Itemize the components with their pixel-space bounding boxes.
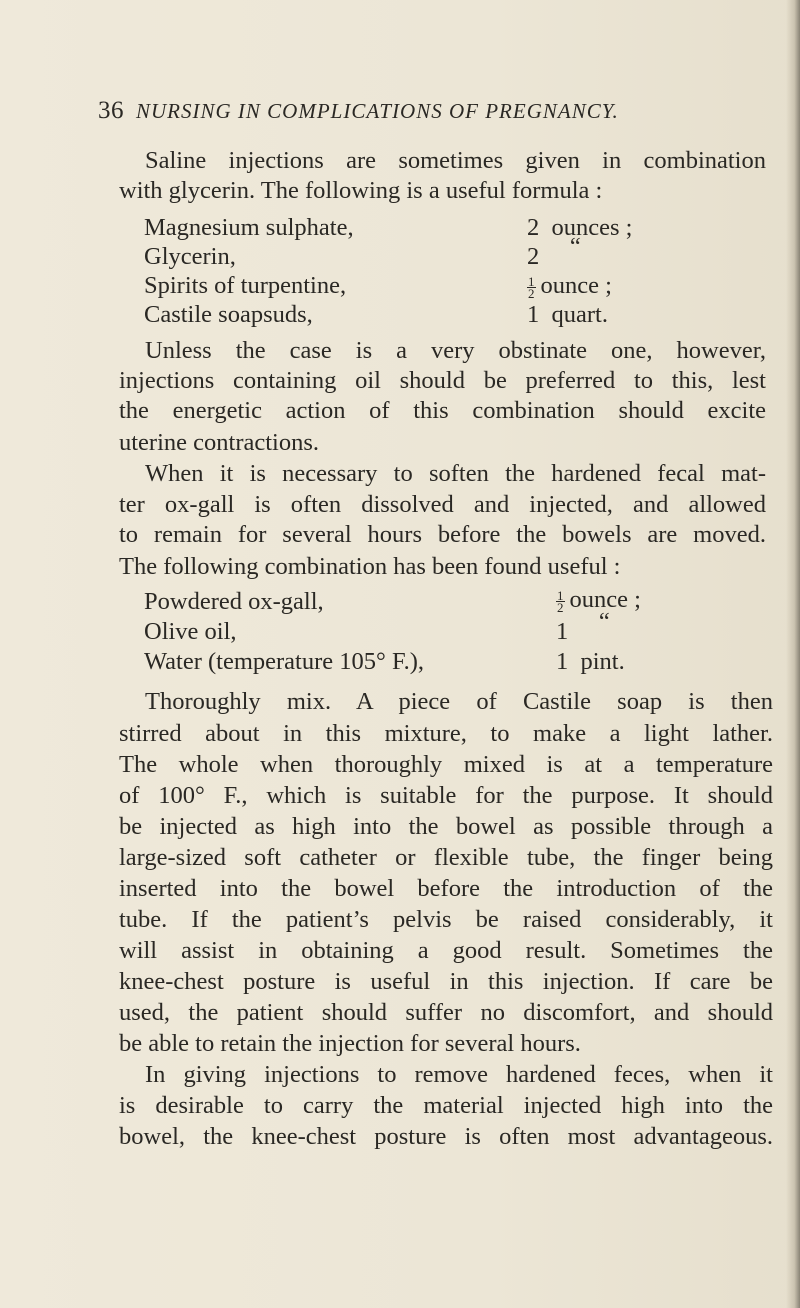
page-edge-shadow <box>786 0 800 1308</box>
running-header <box>98 97 619 125</box>
text-line: be able to retain the injection for several hours. <box>119 1030 581 1057</box>
text-line: be injected as high into the bowel as possible through a <box>119 813 773 840</box>
recipe-ingredient: Castile soapsuds, <box>144 301 313 328</box>
text-line: Saline injections are sometimes given in combination <box>145 147 766 174</box>
text-line: When it is necessary to soften the hardened fecal mat- <box>145 460 766 487</box>
recipe-quantity: 1 pint. <box>556 648 625 675</box>
recipe-quantity: 1 “ <box>556 608 610 645</box>
text-line: the energetic action of this combination should excite <box>119 397 766 424</box>
recipe-quantity: $\frac{1}{2}$ ounce ; <box>557 586 641 615</box>
recipe-quantity: $\frac{1}{2}$ ounce ; <box>528 272 612 301</box>
text-line: stirred about in this mixture, to make a light lather. <box>119 720 773 747</box>
text-line: of 100° F., which is suitable for the purpose. It should <box>119 782 773 809</box>
text-line: The following combination has been found useful : <box>119 553 621 580</box>
recipe-ingredient: Glycerin, <box>144 243 236 270</box>
text-line: with glycerin. The following is a useful formula : <box>119 177 603 204</box>
text-line: will assist in obtaining a good result. Sometimes the <box>119 937 773 964</box>
text-line: tube. If the patient’s pelvis be raised considerably, it <box>119 906 773 933</box>
recipe-ingredient: Spirits of turpentine, <box>144 272 347 299</box>
text-line: large-sized soft catheter or flexible tube, the finger being <box>119 844 773 871</box>
text-line: bowel, the knee-chest posture is often most advantageous. <box>119 1123 773 1150</box>
recipe-ingredient: Powdered ox-gall, <box>144 588 324 615</box>
text-line: knee-chest posture is useful in this injection. If care be <box>119 968 773 995</box>
text-line: uterine contractions. <box>119 429 320 456</box>
text-line: is desirable to carry the material injected high into the <box>119 1092 773 1119</box>
fraction-half: $\frac{1}{2}$ <box>557 587 564 615</box>
recipe-quantity: 2 ounces ; <box>527 214 633 241</box>
text-line: In giving injections to remove hardened feces, when it <box>145 1061 773 1088</box>
text-line: injections containing oil should be preferred to this, lest <box>119 367 766 394</box>
text-line: The whole when thoroughly mixed is at a temperature <box>119 751 773 778</box>
running-title: NURSING IN COMPLICATIONS OF PREGNANCY. <box>136 99 619 123</box>
page-number: 36 <box>98 97 124 124</box>
text-line: ter ox-gall is often dissolved and injected, and allowed <box>119 491 766 518</box>
text-line: used, the patient should suffer no discomfort, and should <box>119 999 773 1026</box>
recipe-quantity: 1 quart. <box>527 301 608 328</box>
recipe-ingredient: Magnesium sulphate, <box>144 214 354 241</box>
text-line: Thoroughly mix. A piece of Castile soap is then <box>145 688 773 715</box>
text-line: to remain for several hours before the bowels are moved. <box>119 521 766 548</box>
text-line: inserted into the bowel before the introduction of the <box>119 875 773 902</box>
recipe-ingredient: Olive oil, <box>144 618 237 645</box>
recipe-quantity: 2 “ <box>527 233 581 270</box>
fraction-half: $\frac{1}{2}$ <box>528 273 535 301</box>
recipe-ingredient: Water (temperature 105° F.), <box>144 648 425 675</box>
text-line: Unless the case is a very obstinate one, however, <box>145 337 766 364</box>
